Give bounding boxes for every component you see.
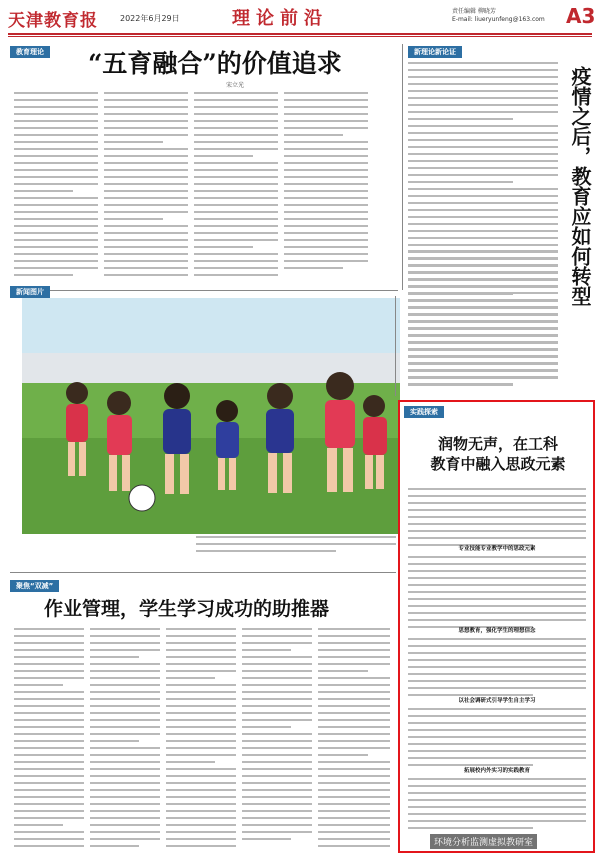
photo-top-rule (10, 290, 398, 291)
boxed-article-body-1 (408, 488, 586, 551)
left-article-col-3 (194, 92, 278, 281)
boxed-article-body-5 (408, 778, 586, 834)
bottom-top-rule (10, 572, 396, 573)
photo-caption (196, 536, 396, 557)
boxed-article-body-4 (408, 708, 586, 771)
photo-illustration (22, 298, 400, 534)
header-rule-thin (8, 36, 592, 37)
boxed-headline-line-1: 润物无声，在工科 (437, 435, 558, 453)
boxed-article-body-2 (408, 556, 586, 633)
left-article-col-4 (284, 92, 368, 274)
right-article-tag: 新理论新论证 (408, 46, 462, 58)
wechat-watermark: 环境分析监测虚拟教研室 (430, 834, 537, 849)
header-rule (8, 33, 592, 35)
left-article-headline: “五育融合”的价值追求 (88, 49, 342, 78)
bottom-article-tag: 聚焦“双减” (10, 580, 59, 592)
issue-date: 2022年6月29日 (120, 14, 180, 23)
bottom-article-col-2 (90, 628, 160, 852)
boxed-headline-line-2: 教育中融入思政元素 (430, 455, 566, 473)
right-article-headline: 疫情之后，教育应如何转型 (568, 66, 592, 306)
boxed-subhead-3: 以社会调研式引导学生自主学习 (458, 698, 536, 704)
boxed-article-body-3 (408, 638, 586, 701)
boxed-subhead-1: 专业技能专业教学中的思政元素 (458, 546, 536, 552)
bottom-article-col-3 (166, 628, 236, 852)
boxed-article-headline (412, 434, 584, 474)
editor-line: 责任编辑 柳晓芳 (452, 8, 496, 15)
photo-tag: 新闻图片 (10, 286, 50, 298)
boxed-subhead-2: 思想教育，强化学生的理想信念 (458, 628, 536, 634)
left-article-col-1 (14, 92, 98, 281)
right-article-body-2 (408, 250, 558, 390)
bottom-article-col-4 (242, 628, 312, 845)
left-article-col-2 (104, 92, 188, 281)
editor-info (452, 8, 545, 24)
left-article-tag: 教育理论 (10, 46, 50, 58)
bottom-article-headline: 作业管理，学生学习成功的助推器 (44, 598, 330, 620)
bottom-article-col-5 (318, 628, 390, 852)
editor-email: E-mail: liueryunfeng@163.com (452, 16, 545, 23)
boxed-article-tag: 实践探索 (404, 406, 444, 418)
bottom-article-col-1 (14, 628, 84, 852)
left-article-byline: 宋立光 (225, 82, 244, 89)
page-number: A3 (566, 4, 596, 28)
section-title: 理论前沿 (232, 8, 328, 29)
masthead: 天津教育报 (8, 11, 98, 31)
photo-side-divider (395, 296, 396, 396)
boxed-subhead-4: 拓展校内外实习的实践教育 (463, 768, 530, 774)
column-divider (402, 44, 403, 290)
kids-football-photo (22, 298, 400, 534)
